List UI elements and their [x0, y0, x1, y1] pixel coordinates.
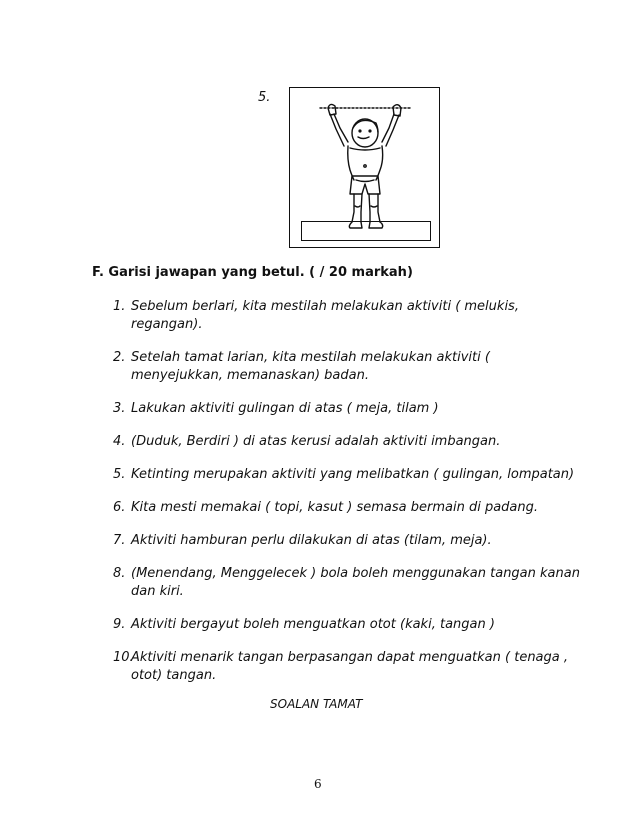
question-text: (Duduk, Berdiri ) di atas kerusi adalah aktiviti imbangan. — [131, 434, 501, 449]
list-item — [113, 565, 583, 601]
figure-box — [289, 87, 440, 248]
list-item — [113, 298, 583, 334]
question-text: Aktiviti hamburan perlu dilakukan di atas (tilam, meja). — [131, 533, 492, 548]
question-number: 2. — [113, 350, 126, 365]
question-text: Sebelum berlari, kita mestilah melakukan aktiviti ( melukis, regangan). — [131, 299, 519, 332]
end-of-questions-label: SOALAN TAMAT — [270, 697, 363, 711]
list-item — [113, 649, 583, 685]
answer-box[interactable] — [301, 221, 431, 241]
question-number: 10. — [113, 650, 134, 665]
question-text: Aktiviti menarik tangan berpasangan dapat menguatkan ( tenaga , otot) tangan. — [131, 650, 569, 683]
list-item — [113, 532, 583, 550]
question-text: Lakukan aktiviti gulingan di atas ( meja, tilam ) — [131, 401, 439, 416]
question-number: 7. — [113, 533, 126, 548]
section-title: F. Garisi jawapan yang betul. ( / 20 markah) — [92, 265, 413, 280]
question-number: 4. — [113, 434, 126, 449]
question-text: Aktiviti bergayut boleh menguatkan otot (kaki, tangan ) — [131, 617, 495, 632]
list-item — [113, 466, 583, 484]
question-number: 1. — [113, 299, 126, 314]
page-number: 6 — [314, 777, 322, 791]
question-number: 8. — [113, 566, 126, 581]
question-number: 3. — [113, 401, 126, 416]
question-number: 9. — [113, 617, 126, 632]
list-item — [113, 400, 583, 418]
question-text: Ketinting merupakan aktiviti yang melibatkan ( gulingan, lompatan) — [131, 467, 575, 482]
question-5-number: 5. — [258, 90, 271, 105]
question-text: (Menendang, Menggelecek ) bola boleh menggunakan tangan kanan dan kiri. — [131, 566, 580, 599]
question-number: 5. — [113, 467, 126, 482]
question-text: Kita mesti memakai ( topi, kasut ) semasa bermain di padang. — [131, 500, 538, 515]
question-number: 6. — [113, 500, 126, 515]
question-list — [113, 298, 583, 700]
list-item — [113, 616, 583, 634]
list-item — [113, 349, 583, 385]
list-item — [113, 433, 583, 451]
list-item — [113, 499, 583, 517]
question-text: Setelah tamat larian, kita mestilah melakukan aktiviti ( menyejukkan, memanaskan) badan. — [131, 350, 490, 383]
